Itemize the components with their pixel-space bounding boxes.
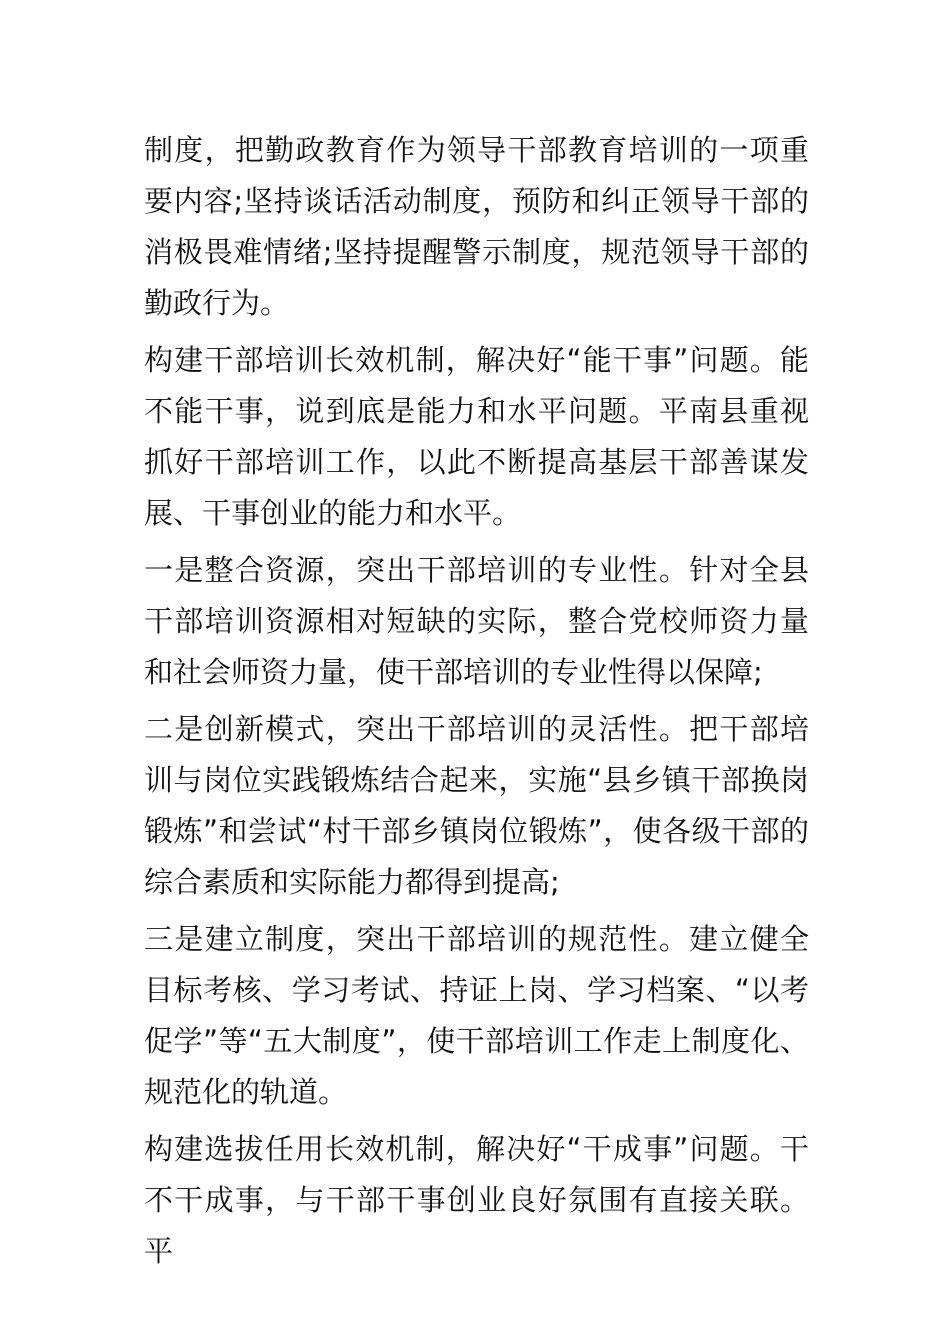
paragraph-establish-system: 三是建立制度，突出干部培训的规范性。建立健全目标考核、学习考试、持证上岗、学习档案、“以考促学”等“五大制度”，使干部培训工作走上制度化、规范化的轨道。 [144,922,809,1109]
paragraph-training-mechanism: 构建干部培训长效机制，解决好“能干事”问题。能不能干事，说到底是能力和水平问题。平南县重视抓好干部培训工作，以此不断提高基层干部善谋发展、干事创业的能力和水平。 [144,343,809,530]
paragraph-innovate-model: 二是创新模式，突出干部培训的灵活性。把干部培训与岗位实践锻炼结合起来，实施“县乡镇干部换岗锻炼”和尝试“村干部乡镇岗位锻炼”，使各级干部的综合素质和实际能力都得到提高; [144,712,809,899]
paragraph-diligence-system: 制度，把勤政教育作为领导干部教育培训的一项重要内容;坚持谈话活动制度，预防和纠正领导干部的消极畏难情绪;坚持提醒警示制度，规范领导干部的勤政行为。 [144,133,809,320]
paragraph-selection-mechanism: 构建选拔任用长效机制，解决好“干成事”问题。干不干成事，与干部干事创业良好氛围有直接关联。平 [144,1132,809,1268]
paragraph-integrate-resources: 一是整合资源，突出干部培训的专业性。针对全县干部培训资源相对短缺的实际，整合党校师资力量和社会师资力量，使干部培训的专业性得以保障; [144,553,809,689]
document-body [144,125,809,1283]
